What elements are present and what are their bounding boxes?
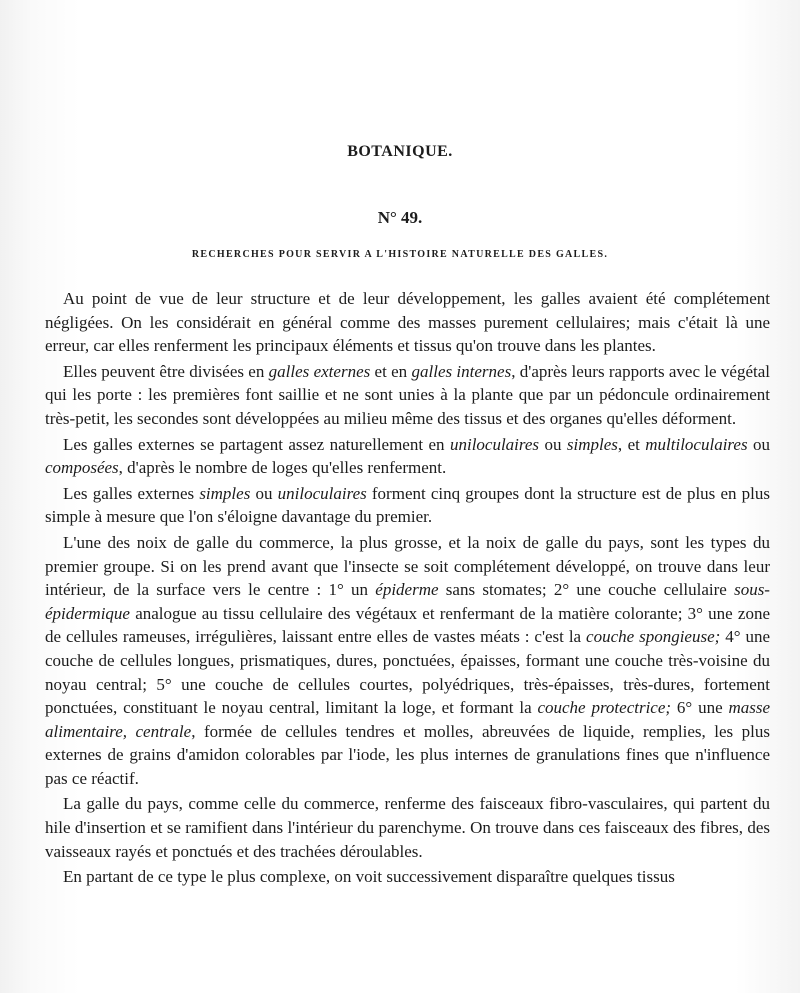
paragraph-2 <box>45 360 770 431</box>
paragraph-text: Les galles externes se partagent assez naturellement en <box>63 434 450 454</box>
paragraph-text: L'une des noix de galle du commerce, la plus grosse, et la noix de galle du pays, sont les types du premier groupe. Si on les prend avant que l'insecte se soit complétement développé, on trouve dans leur intérieur, de la surface vers le centre : 1° un <box>45 532 770 600</box>
paragraph-text: et en <box>370 361 412 381</box>
paragraph-4 <box>45 482 770 529</box>
article-number: N° 49. <box>377 208 423 227</box>
italic-term: uniloculaires <box>449 434 540 454</box>
paragraph-text: ou <box>747 434 770 454</box>
italic-term: galles internes <box>411 361 512 381</box>
italic-term: composées <box>45 458 119 478</box>
italic-term: couche protectrice; <box>537 698 672 718</box>
italic-term: masse alimentaire, centrale <box>45 698 771 741</box>
paragraph-text: ou <box>250 483 278 503</box>
paragraph-text: Elles peuvent être divisées en <box>63 361 269 381</box>
italic-term: multiloculaires <box>645 434 748 454</box>
paragraph-text: , d'après le nombre de loges qu'elles renferment. <box>118 458 447 478</box>
article-subtitle: RECHERCHES POUR SERVIR A L'HISTOIRE NATURELLE DES GALLES. <box>191 249 609 260</box>
italic-term: couche spongieuse; <box>586 627 721 647</box>
paragraph-text: ou <box>539 434 567 454</box>
paragraph-text: 6° une <box>671 698 729 718</box>
italic-term: simples <box>199 483 251 503</box>
paragraph-text: , formée de cellules tendres et molles, abreuvées de liquide, remplies, les plus externes de grains d'amidon colorables par l'iode, les plus internes de granulations fines que n'influence pas ce réactif. <box>45 721 770 788</box>
paragraph-text: analogue au tissu cellulaire des végétaux et renfermant de la matière colorante; 3° une zone de cellules rameuses, irrégulières, laissant entre elles de vastes méats : c'est la <box>45 603 770 647</box>
paragraph-text: forment cinq groupes dont la structure est de plus en plus simple à mesure que l'on s'éloigne davantage du premier. <box>45 483 770 527</box>
italic-term: sous-épidermique <box>45 580 770 623</box>
paragraph-7 <box>45 865 770 889</box>
paragraph-text: 4° une couche de cellules longues, prismatiques, dures, ponctuées, épaisses, formant une couche très-voisine du noyau central; 5° une couche de cellules courtes, polyédriques, très-épaisses, très-dures, fortement ponctuées, constituant le noyau central, limitant la loge, et formant la <box>45 627 771 718</box>
paragraph-text: En partant de ce type le plus complexe, on voit successivement disparaître quelques tissus <box>63 867 675 887</box>
paragraph-5 <box>45 531 770 791</box>
italic-term: galles externes <box>268 361 371 381</box>
paragraph-6 <box>45 792 770 863</box>
section-title: BOTANIQUE. <box>347 143 453 160</box>
italic-term: épiderme <box>375 580 439 600</box>
article-body <box>45 287 770 889</box>
paragraph-text: , d'après leurs rapports avec le végétal qui les porte : les premières font saillie et ne sont unies à la plante que par un pédoncule ordinairement très-petit, les secondes sont développées au milieu même des tissus et des organes qu'elles déforment. <box>45 361 770 428</box>
paragraph-1 <box>45 287 770 358</box>
italic-term: uniloculaires <box>277 483 367 503</box>
italic-term: simples <box>566 434 618 454</box>
paragraph-text: , et <box>617 434 646 454</box>
paragraph-text: sans stomates; 2° une couche cellulaire <box>438 580 735 600</box>
paragraph-text: Les galles externes <box>63 483 200 503</box>
paragraph-3 <box>45 433 770 480</box>
paragraph-text: La galle du pays, comme celle du commerce, renferme des faisceaux fibro-vasculaires, qui partent du hile d'insertion et se ramifient dans l'intérieur du parenchyme. On trouve dans ces faisceaux des fibres, des vaisseaux rayés et ponctués et des trachées déroulables. <box>45 794 770 861</box>
paragraph-text: Au point de vue de leur structure et de leur développement, les galles avaient été complétement négligées. On les considérait en général comme des masses purement cellulaires; mais c'était là une erreur, car elles renferment les principaux éléments et tissus qu'on trouve dans les plantes. <box>45 289 770 356</box>
